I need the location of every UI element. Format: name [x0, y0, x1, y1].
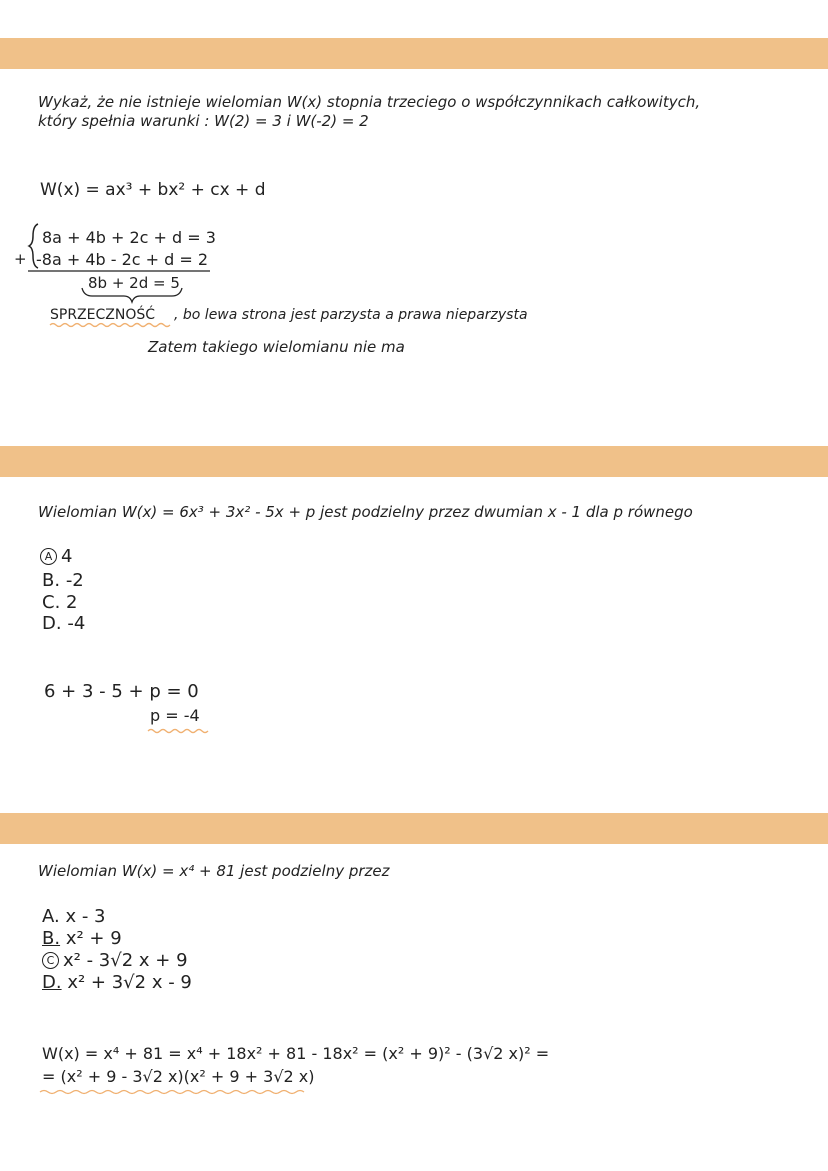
- task1-equation-1: 8a + 4b + 2c + d = 3: [42, 228, 216, 247]
- task3-calc-1: W(x) = x⁴ + 81 = x⁴ + 18x² + 81 - 18x² = (x² + 9)² - (3√2 x)² =: [42, 1044, 550, 1063]
- wavy-underline-answer3: [40, 1091, 304, 1094]
- task3-prompt: Wielomian W(x) = x⁴ + 81 jest podzielny przez: [38, 862, 390, 880]
- task3-option-c-text: x² - 3√2 x + 9: [63, 950, 188, 971]
- task2-prompt: Wielomian W(x) = 6x³ + 3x² - 5x + p jest podzielny przez dwumian x - 1 dla p równego: [38, 503, 693, 521]
- task3-option-d: [42, 972, 192, 993]
- task2-option-c-letter: C.: [42, 592, 61, 613]
- task2-calc-2: p = -4: [150, 706, 200, 725]
- task2-option-a-text: 4: [61, 546, 73, 567]
- task1-prompt-line2: który spełnia warunki : W(2) = 3 i W(-2) = 2: [38, 112, 369, 130]
- task2-option-b: [42, 570, 84, 591]
- task2-option-b-letter: B.: [42, 570, 61, 591]
- task3-option-a: [42, 906, 106, 927]
- task3-option-d-text: x² + 3√2 x - 9: [67, 972, 192, 993]
- task2-option-b-text: -2: [65, 570, 84, 591]
- task2-option-d-text: -4: [67, 613, 86, 634]
- task1-plus-sign: +: [14, 250, 27, 268]
- task3-calc-2: = (x² + 9 - 3√2 x)(x² + 9 + 3√2 x): [42, 1067, 315, 1086]
- task3-option-d-letter: D.: [42, 972, 62, 993]
- task3-option-a-letter: A.: [42, 906, 60, 927]
- task2-option-d-letter: D.: [42, 613, 62, 634]
- task1-result: 8b + 2d = 5: [88, 274, 180, 292]
- task2-option-a-letter: A: [40, 548, 57, 565]
- wavy-underline-answer2: [148, 730, 208, 733]
- task1-equation-2: -8a + 4b - 2c + d = 2: [36, 250, 209, 269]
- task1-reason: , bo lewa strona jest parzysta a prawa nieparzysta: [174, 307, 528, 323]
- task2-calc-1: 6 + 3 - 5 + p = 0: [44, 681, 199, 702]
- task3-option-b-letter: B.: [42, 928, 61, 949]
- task1-prompt-line1: Wykaż, że nie istnieje wielomian W(x) stopnia trzeciego o współczynnikach całkowitych,: [38, 93, 701, 111]
- task1-conclusion: Zatem takiego wielomianu nie ma: [148, 338, 405, 356]
- task3-option-c: [42, 950, 188, 971]
- task3-option-b: [42, 928, 122, 949]
- task3-option-a-text: x - 3: [65, 906, 106, 927]
- task2-option-c-text: 2: [66, 592, 78, 613]
- task2-option-c: [42, 592, 77, 613]
- task3-option-b-text: x² + 9: [65, 928, 122, 949]
- task2-option-a: [40, 546, 72, 567]
- task1-contradiction: SPRZECZNOŚĆ: [50, 307, 156, 323]
- task3-option-c-letter: C: [42, 952, 59, 969]
- task1-polynomial: W(x) = ax³ + bx² + cx + d: [40, 180, 266, 200]
- task2-option-d: [42, 613, 85, 634]
- wavy-underline-contradiction: [50, 324, 170, 327]
